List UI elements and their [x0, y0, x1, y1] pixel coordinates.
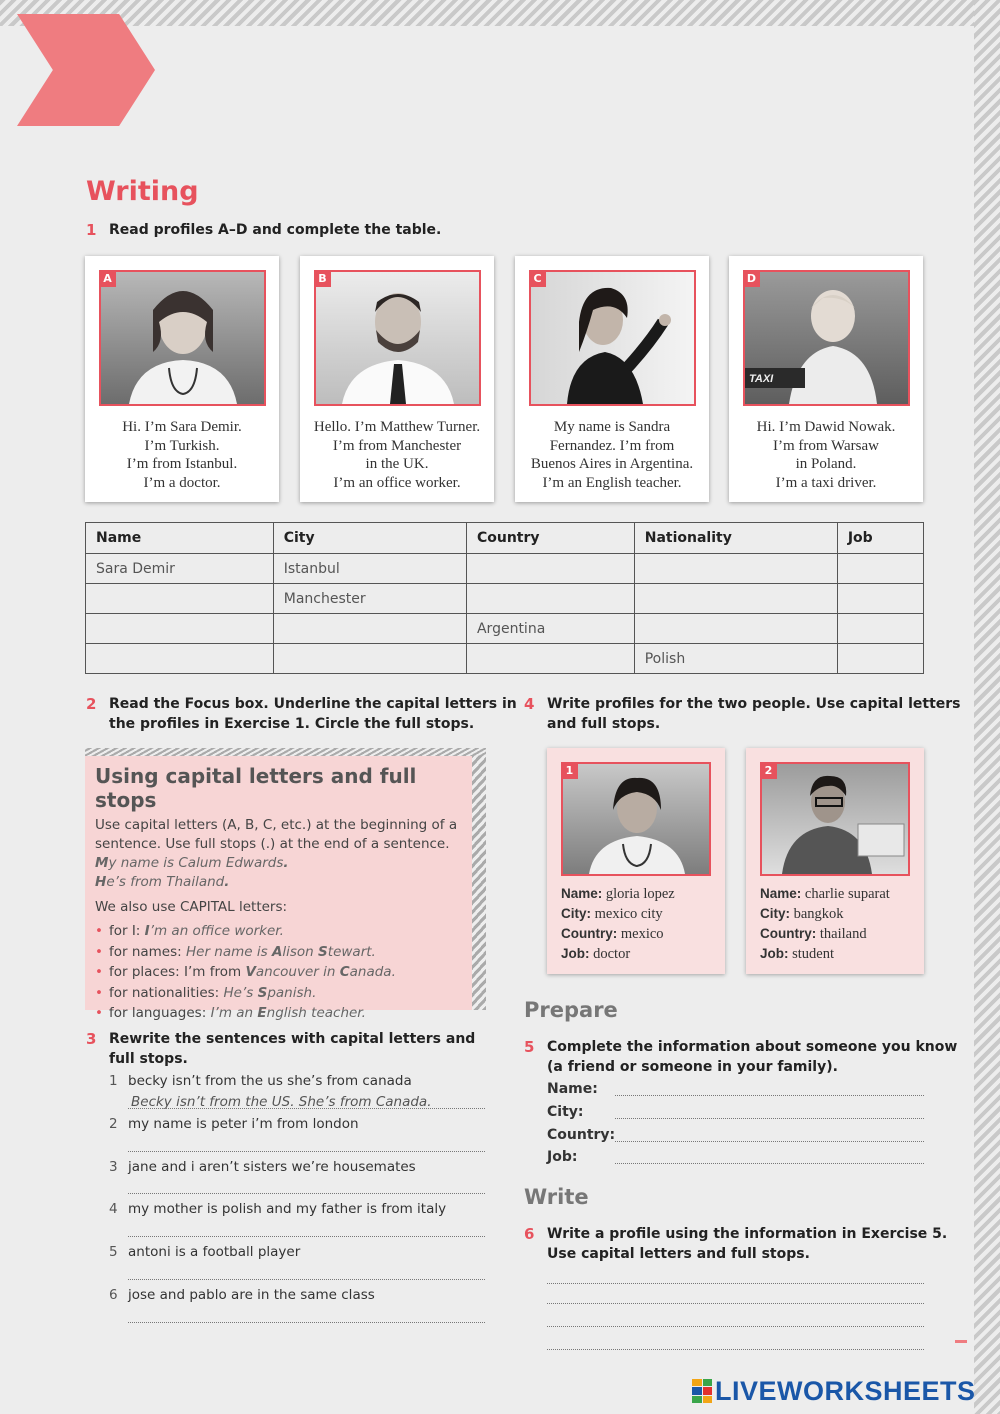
- bullet-icon: •: [95, 964, 103, 980]
- exercise-2-instruction: [109, 694, 517, 734]
- focus-bullet-list: [95, 921, 458, 1024]
- info-value: charlie suparat: [804, 886, 890, 902]
- example-text: y name is Calum Edwards: [108, 855, 284, 871]
- info-row: [561, 904, 675, 924]
- info-row: [561, 924, 675, 944]
- example-text: nglish teacher.: [266, 1005, 366, 1021]
- table-header-row: [86, 523, 924, 554]
- page-edge-marker: [955, 1340, 967, 1343]
- info-row: [561, 884, 675, 904]
- table-row: [86, 554, 924, 584]
- info-row: [561, 944, 675, 964]
- instruction-line: full stops.: [109, 1051, 188, 1067]
- table-cell[interactable]: [634, 614, 837, 644]
- capital-letter: E: [257, 1005, 267, 1021]
- top-stripe-border: [0, 0, 1000, 26]
- table-cell[interactable]: [466, 554, 634, 584]
- exercise-4-number: 4: [524, 695, 535, 713]
- person-card-1: [547, 748, 725, 974]
- table-cell[interactable]: Sara Demir: [86, 554, 274, 584]
- caption-line: Buenos Aires in Argentina.: [530, 456, 694, 472]
- exercise-1-instruction: Read profiles A–D and complete the table.: [109, 222, 442, 238]
- info-row: [760, 924, 890, 944]
- focus-example-2: [95, 873, 458, 892]
- example-text: ’m an office worker.: [149, 923, 284, 939]
- write-heading: Write: [524, 1185, 589, 1209]
- bullet-label: for places: I’m from: [108, 964, 246, 980]
- person-info-2: [760, 884, 890, 964]
- table-cell[interactable]: [86, 644, 274, 674]
- name-field[interactable]: [615, 1095, 924, 1096]
- caption-line: Hi. I’m Sara Demir.: [122, 419, 242, 435]
- profile-caption-a: [85, 418, 279, 492]
- caption-line: Hello. I’m Matthew Turner.: [313, 419, 481, 435]
- caption-line: I’m an English teacher.: [542, 474, 682, 491]
- example-text: tewart.: [327, 943, 376, 960]
- writing-line[interactable]: [547, 1326, 924, 1327]
- caption-line: in Poland.: [795, 456, 857, 472]
- table-cell[interactable]: [837, 614, 923, 644]
- rewrite-number: 1: [109, 1073, 118, 1089]
- caption-line: I’m a taxi driver.: [775, 474, 877, 491]
- table-row: [86, 584, 924, 614]
- instruction-line: the profiles in Exercise 1. Circle the full stops.: [109, 716, 475, 732]
- instruction-line: Write profiles for the two people. Use capital letters: [547, 696, 961, 712]
- table-cell[interactable]: Polish: [634, 644, 837, 674]
- bullet-example: [186, 944, 376, 960]
- info-value: mexico city: [594, 906, 663, 922]
- rewrite-number: 2: [109, 1116, 118, 1132]
- rewrite-sentence: jane and i aren’t sisters we’re housemates: [128, 1159, 416, 1175]
- student-man-silhouette: [762, 764, 908, 874]
- info-value: doctor: [593, 946, 631, 962]
- table-cell[interactable]: Istanbul: [273, 554, 466, 584]
- caption-line: Hi. I’m Dawid Nowak.: [756, 419, 896, 435]
- instruction-line: Complete the information about someone you know: [547, 1039, 958, 1055]
- rewrite-answer-example: Becky isn’t from the US. She’s from Canada.: [131, 1094, 432, 1110]
- header-job: Job: [837, 523, 923, 554]
- city-field[interactable]: [615, 1118, 924, 1119]
- header-nationality: Nationality: [634, 523, 837, 554]
- example-text: ancouver in: [255, 964, 340, 980]
- capital-letter: I: [144, 923, 150, 939]
- bullet-icon: •: [95, 923, 103, 939]
- exercise-5-number: 5: [524, 1038, 535, 1056]
- info-value: gloria lopez: [605, 886, 675, 902]
- table-cell[interactable]: [466, 584, 634, 614]
- table-cell[interactable]: Argentina: [466, 614, 634, 644]
- example-text: e’s from Thailand: [106, 874, 225, 890]
- bullet-example: [211, 1005, 366, 1021]
- info-row: [760, 884, 890, 904]
- rewrite-sentence: becky isn’t from the us she’s from canada: [128, 1073, 412, 1089]
- person-card-2: [746, 748, 924, 974]
- doctor-woman-silhouette: [101, 272, 264, 404]
- profile-badge-d: D: [743, 270, 760, 287]
- table-cell[interactable]: [86, 584, 274, 614]
- rewrite-number: 4: [109, 1201, 118, 1217]
- info-label: Job:: [561, 946, 590, 961]
- info-row: [760, 944, 890, 964]
- table-cell[interactable]: Manchester: [273, 584, 466, 614]
- bullet-label: for I:: [108, 923, 145, 939]
- answer-line[interactable]: [128, 1151, 485, 1152]
- example-text: He’s: [223, 984, 258, 1001]
- table-cell[interactable]: [634, 584, 837, 614]
- teacher-woman-silhouette: [531, 272, 694, 404]
- focus-title: Using capital letters and full stops: [95, 764, 417, 812]
- logo-text: LIVEWORKSHEETS: [715, 1375, 976, 1406]
- focus-bullet: [95, 983, 458, 1004]
- answer-line[interactable]: [128, 1108, 485, 1109]
- teacher-woman-photo: [529, 270, 696, 406]
- table-cell[interactable]: [837, 554, 923, 584]
- table-row: [86, 644, 924, 674]
- writing-line[interactable]: [547, 1349, 924, 1350]
- profile-caption-d: [729, 418, 923, 492]
- instruction-line: Read the Focus box. Underline the capital letters in: [109, 696, 517, 712]
- instruction-line: Use capital letters and full stops.: [547, 1246, 810, 1262]
- profile-table: [85, 522, 924, 674]
- exercise-1-number: 1: [86, 221, 97, 239]
- example-text: anada.: [349, 964, 396, 980]
- table-cell[interactable]: [273, 614, 466, 644]
- header-city: City: [273, 523, 466, 554]
- info-label: Country:: [760, 926, 817, 941]
- rewrite-sentence: my mother is polish and my father is from italy: [128, 1201, 447, 1217]
- rewrite-sentence: my name is peter i’m from london: [128, 1116, 359, 1132]
- caption-line: I’m from Warsaw: [773, 437, 879, 454]
- field-label-city: City:: [547, 1104, 584, 1120]
- doctor-woman-photo: [99, 270, 266, 406]
- info-label: Name:: [760, 886, 802, 901]
- instruction-line: and full stops.: [547, 716, 661, 732]
- person-badge-2: 2: [760, 762, 777, 779]
- writing-line[interactable]: [547, 1303, 924, 1304]
- rewrite-number: 3: [109, 1159, 118, 1175]
- full-stop: .: [224, 874, 230, 890]
- field-label-job: Job:: [547, 1149, 578, 1165]
- exercise-6-number: 6: [524, 1225, 535, 1243]
- rewrite-sentence: antoni is a football player: [128, 1244, 301, 1260]
- job-field[interactable]: [615, 1163, 924, 1164]
- info-label: Job:: [760, 946, 789, 961]
- nurse-woman-silhouette: [563, 764, 709, 874]
- office-man-photo: [314, 270, 481, 406]
- answer-line[interactable]: [128, 1236, 485, 1237]
- focus-text: We also use CAPITAL letters:: [95, 899, 288, 915]
- answer-line[interactable]: [128, 1193, 485, 1194]
- profile-badge-b: B: [314, 270, 331, 287]
- capital-letter: M: [95, 855, 109, 871]
- info-label: City:: [561, 906, 591, 921]
- profile-caption-c: [515, 418, 709, 492]
- caption-line: I’m from Istanbul.: [126, 456, 238, 472]
- table-cell[interactable]: [86, 614, 274, 644]
- exercise-6-instruction: [547, 1224, 947, 1264]
- bullet-icon: •: [95, 984, 103, 1001]
- bullet-label: for languages:: [108, 1005, 211, 1021]
- field-label-name: Name:: [547, 1081, 598, 1097]
- person-badge-1: 1: [561, 762, 578, 779]
- table-cell[interactable]: [634, 554, 837, 584]
- focus-bullet: [95, 962, 458, 983]
- focus-box: [85, 748, 486, 1021]
- instruction-line: Rewrite the sentences with capital letters and: [109, 1031, 476, 1047]
- focus-bullet: [95, 921, 458, 942]
- field-label-country: Country:: [547, 1127, 616, 1143]
- focus-bullet: [95, 942, 458, 963]
- example-text: Her name is: [185, 943, 272, 960]
- caption-line: My name is Sandra: [553, 419, 671, 435]
- profile-card-b: [300, 256, 494, 502]
- caption-line: I’m from Manchester: [332, 437, 462, 454]
- bullet-example: [245, 964, 395, 980]
- example-text: lison: [282, 943, 319, 960]
- chevron-arrow-icon: [17, 14, 155, 126]
- profile-badge-c: C: [529, 270, 546, 287]
- exercise-3-number: 3: [86, 1030, 97, 1048]
- table-cell[interactable]: [837, 584, 923, 614]
- full-stop: .: [283, 855, 289, 871]
- prepare-heading: Prepare: [524, 998, 618, 1022]
- profile-card-d: [729, 256, 923, 502]
- instruction-line: Write a profile using the information in Exercise 5.: [547, 1226, 948, 1242]
- info-label: Country:: [561, 926, 618, 941]
- bullet-label: for nationalities:: [108, 984, 224, 1001]
- table-row: [86, 614, 924, 644]
- info-value: mexico: [620, 926, 664, 942]
- taxi-driver-silhouette: [745, 272, 908, 404]
- header-country: Country: [466, 523, 634, 554]
- caption-line: I’m an office worker.: [333, 474, 461, 491]
- capital-letter: C: [339, 964, 350, 980]
- capital-letter: V: [245, 964, 256, 980]
- liveworksheets-logo[interactable]: [692, 1374, 976, 1408]
- capital-letter: S: [257, 984, 268, 1001]
- profile-card-a: [85, 256, 279, 502]
- rewrite-sentence: jose and pablo are in the same class: [128, 1287, 375, 1303]
- example-text: panish.: [267, 984, 317, 1001]
- example-text: I’m an: [210, 1005, 258, 1021]
- office-man-silhouette: [316, 272, 479, 404]
- focus-bullet: [95, 1003, 458, 1024]
- profile-card-c: [515, 256, 709, 502]
- exercise-2-number: 2: [86, 695, 97, 713]
- capital-letter: H: [95, 874, 107, 890]
- liveworksheets-logo-icon: [692, 1379, 712, 1403]
- capital-letter: A: [271, 943, 283, 960]
- nurse-woman-photo: [561, 762, 711, 876]
- header-name: Name: [86, 523, 274, 554]
- table-cell[interactable]: [273, 644, 466, 674]
- person-info-1: [561, 884, 675, 964]
- profile-caption-b: [300, 418, 494, 492]
- bullet-example: [224, 985, 317, 1001]
- focus-example-1: [95, 854, 458, 873]
- profile-badge-a: A: [99, 270, 116, 287]
- answer-line[interactable]: [128, 1279, 485, 1280]
- capital-letter: S: [318, 943, 328, 960]
- exercise-5-instruction: [547, 1037, 957, 1077]
- table-cell[interactable]: [466, 644, 634, 674]
- writing-line[interactable]: [547, 1283, 924, 1284]
- bullet-example: [145, 923, 284, 939]
- info-value: student: [792, 946, 835, 962]
- taxi-driver-photo: [743, 270, 910, 406]
- info-label: Name:: [561, 886, 603, 901]
- bullet-icon: •: [95, 1005, 103, 1021]
- table-cell[interactable]: [837, 644, 923, 674]
- answer-line[interactable]: [128, 1322, 485, 1323]
- info-row: [760, 904, 890, 924]
- caption-line: Fernandez. I’m from: [549, 437, 675, 454]
- right-stripe-border: [974, 0, 1000, 1414]
- caption-line: in the UK.: [365, 456, 429, 472]
- focus-text: Use capital letters (A, B, C, etc.) at the beginning of a: [95, 817, 458, 833]
- info-label: City:: [760, 906, 790, 921]
- caption-line: I’m Turkish.: [144, 437, 220, 454]
- info-value: thailand: [819, 926, 867, 942]
- country-field[interactable]: [615, 1141, 924, 1142]
- bullet-icon: •: [95, 943, 103, 960]
- rewrite-number: 6: [109, 1287, 118, 1303]
- exercise-4-instruction: [547, 694, 961, 734]
- caption-line: I’m a doctor.: [143, 474, 221, 491]
- info-value: bangkok: [793, 906, 844, 922]
- taxi-sign-text: TAXI: [749, 373, 774, 385]
- focus-text: sentence. Use full stops (.) at the end of a sentence.: [95, 836, 450, 852]
- bullet-label: for names:: [108, 943, 186, 960]
- rewrite-number: 5: [109, 1244, 118, 1260]
- instruction-line: (a friend or someone in your family).: [547, 1059, 838, 1075]
- exercise-3-instruction: [109, 1029, 475, 1069]
- student-man-photo: [760, 762, 910, 876]
- section-title: Writing: [86, 176, 199, 207]
